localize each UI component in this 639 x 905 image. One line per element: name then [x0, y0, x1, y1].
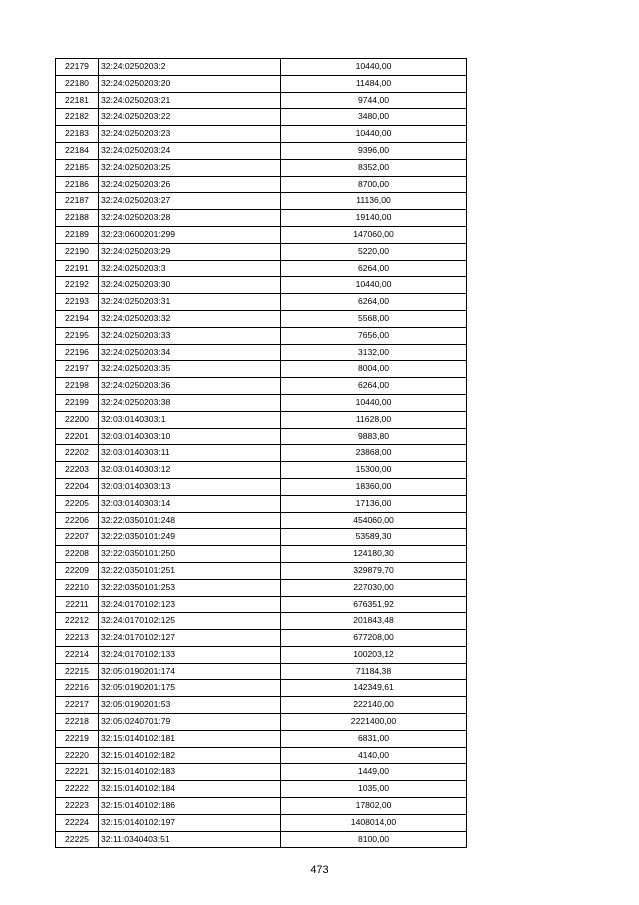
cadastral-number-cell: 32:24:0250203:35: [99, 361, 281, 378]
row-number-cell: 22184: [56, 142, 99, 159]
cadastral-value-cell: 6264,00: [281, 294, 467, 311]
table-row: [56, 126, 467, 143]
row-number-cell: 22211: [56, 596, 99, 613]
cadastral-number-cell: 32:24:0250203:32: [99, 310, 281, 327]
cadastral-value-cell: 7656,00: [281, 327, 467, 344]
cadastral-value-cell: 9744,00: [281, 92, 467, 109]
cadastral-number-cell: 32:23:0600201:299: [99, 226, 281, 243]
cadastral-value-cell: 5568,00: [281, 310, 467, 327]
cadastral-number-cell: 32:24:0250203:24: [99, 142, 281, 159]
cadastral-value-cell: 329879,70: [281, 562, 467, 579]
cadastral-number-cell: 32:24:0170102:125: [99, 613, 281, 630]
row-number-cell: 22180: [56, 75, 99, 92]
table-row: [56, 327, 467, 344]
cadastral-value-cell: 19140,00: [281, 210, 467, 227]
cadastral-number-cell: 32:03:0140303:13: [99, 478, 281, 495]
row-number-cell: 22216: [56, 680, 99, 697]
table-row: [56, 75, 467, 92]
table-row: [56, 613, 467, 630]
cadastral-number-cell: 32:22:0350101:250: [99, 546, 281, 563]
row-number-cell: 22179: [56, 59, 99, 76]
cadastral-value-table: [55, 58, 467, 848]
cadastral-number-cell: 32:15:0140102:184: [99, 781, 281, 798]
cadastral-number-cell: 32:24:0250203:22: [99, 109, 281, 126]
row-number-cell: 22182: [56, 109, 99, 126]
cadastral-value-cell: 9396,00: [281, 142, 467, 159]
table-row: [56, 680, 467, 697]
cadastral-value-cell: 8100,00: [281, 831, 467, 848]
cadastral-number-cell: 32:15:0140102:182: [99, 747, 281, 764]
row-number-cell: 22187: [56, 193, 99, 210]
cadastral-value-cell: 454060,00: [281, 512, 467, 529]
cadastral-value-cell: 677208,00: [281, 630, 467, 647]
table-row: [56, 579, 467, 596]
cadastral-value-cell: 10440,00: [281, 126, 467, 143]
table-row: [56, 260, 467, 277]
cadastral-value-cell: 18360,00: [281, 478, 467, 495]
cadastral-value-cell: 6831,00: [281, 730, 467, 747]
cadastral-value-cell: 1035,00: [281, 781, 467, 798]
cadastral-value-cell: 17802,00: [281, 798, 467, 815]
table-row: [56, 294, 467, 311]
row-number-cell: 22220: [56, 747, 99, 764]
cadastral-value-cell: 100203,12: [281, 646, 467, 663]
table-row: [56, 529, 467, 546]
cadastral-value-cell: 227030,00: [281, 579, 467, 596]
row-number-cell: 22201: [56, 428, 99, 445]
table-row: [56, 478, 467, 495]
cadastral-value-cell: 5220,00: [281, 243, 467, 260]
table-row: [56, 411, 467, 428]
cadastral-number-cell: 32:22:0350101:248: [99, 512, 281, 529]
cadastral-number-cell: 32:22:0350101:251: [99, 562, 281, 579]
row-number-cell: 22213: [56, 630, 99, 647]
cadastral-number-cell: 32:15:0140102:183: [99, 764, 281, 781]
table-row: [56, 714, 467, 731]
cadastral-value-cell: 222140,00: [281, 697, 467, 714]
table-row: [56, 798, 467, 815]
cadastral-value-cell: 1449,00: [281, 764, 467, 781]
cadastral-value-cell: 4140,00: [281, 747, 467, 764]
cadastral-number-cell: 32:24:0250203:20: [99, 75, 281, 92]
cadastral-value-cell: 676351,92: [281, 596, 467, 613]
cadastral-value-cell: 2221400,00: [281, 714, 467, 731]
cadastral-value-cell: 15300,00: [281, 462, 467, 479]
row-number-cell: 22190: [56, 243, 99, 260]
table-row: [56, 109, 467, 126]
cadastral-value-cell: 11136,00: [281, 193, 467, 210]
cadastral-number-cell: 32:15:0140102:181: [99, 730, 281, 747]
cadastral-value-cell: 3132,00: [281, 344, 467, 361]
cadastral-value-cell: 147060,00: [281, 226, 467, 243]
cadastral-value-cell: 8700,00: [281, 176, 467, 193]
table-row: [56, 831, 467, 848]
cadastral-value-cell: 71184,38: [281, 663, 467, 680]
row-number-cell: 22200: [56, 411, 99, 428]
cadastral-number-cell: 32:24:0250203:26: [99, 176, 281, 193]
row-number-cell: 22225: [56, 831, 99, 848]
table-row: [56, 781, 467, 798]
cadastral-number-cell: 32:15:0140102:197: [99, 814, 281, 831]
row-number-cell: 22197: [56, 361, 99, 378]
cadastral-number-cell: 32:24:0250203:2: [99, 59, 281, 76]
table-row: [56, 428, 467, 445]
cadastral-value-cell: 201843,48: [281, 613, 467, 630]
row-number-cell: 22224: [56, 814, 99, 831]
cadastral-number-cell: 32:24:0250203:21: [99, 92, 281, 109]
row-number-cell: 22192: [56, 277, 99, 294]
row-number-cell: 22208: [56, 546, 99, 563]
cadastral-number-cell: 32:24:0250203:28: [99, 210, 281, 227]
cadastral-number-cell: 32:11:0340403:51: [99, 831, 281, 848]
table-row: [56, 394, 467, 411]
table-row: [56, 226, 467, 243]
row-number-cell: 22203: [56, 462, 99, 479]
cadastral-number-cell: 32:05:0190201:175: [99, 680, 281, 697]
cadastral-number-cell: 32:03:0140303:10: [99, 428, 281, 445]
row-number-cell: 22195: [56, 327, 99, 344]
row-number-cell: 22207: [56, 529, 99, 546]
cadastral-value-cell: 1408014,00: [281, 814, 467, 831]
cadastral-value-cell: 53589,30: [281, 529, 467, 546]
row-number-cell: 22189: [56, 226, 99, 243]
table-row: [56, 596, 467, 613]
cadastral-number-cell: 32:03:0140303:14: [99, 495, 281, 512]
table-body: [56, 59, 467, 848]
table-row: [56, 512, 467, 529]
row-number-cell: 22218: [56, 714, 99, 731]
row-number-cell: 22196: [56, 344, 99, 361]
cadastral-number-cell: 32:24:0250203:30: [99, 277, 281, 294]
row-number-cell: 22219: [56, 730, 99, 747]
cadastral-number-cell: 32:24:0250203:27: [99, 193, 281, 210]
table-row: [56, 159, 467, 176]
row-number-cell: 22191: [56, 260, 99, 277]
table-row: [56, 562, 467, 579]
row-number-cell: 22183: [56, 126, 99, 143]
table-row: [56, 546, 467, 563]
row-number-cell: 22212: [56, 613, 99, 630]
cadastral-number-cell: 32:03:0140303:1: [99, 411, 281, 428]
cadastral-number-cell: 32:22:0350101:253: [99, 579, 281, 596]
cadastral-value-cell: 23868,00: [281, 445, 467, 462]
table-row: [56, 176, 467, 193]
table-row: [56, 663, 467, 680]
cadastral-number-cell: 32:05:0190201:53: [99, 697, 281, 714]
row-number-cell: 22210: [56, 579, 99, 596]
cadastral-value-cell: 3480,00: [281, 109, 467, 126]
row-number-cell: 22181: [56, 92, 99, 109]
cadastral-value-cell: 17136,00: [281, 495, 467, 512]
cadastral-number-cell: 32:24:0250203:33: [99, 327, 281, 344]
row-number-cell: 22198: [56, 378, 99, 395]
cadastral-value-cell: 8004,00: [281, 361, 467, 378]
row-number-cell: 22223: [56, 798, 99, 815]
cadastral-number-cell: 32:24:0170102:123: [99, 596, 281, 613]
table-row: [56, 378, 467, 395]
cadastral-number-cell: 32:03:0140303:11: [99, 445, 281, 462]
row-number-cell: 22209: [56, 562, 99, 579]
cadastral-number-cell: 32:24:0250203:38: [99, 394, 281, 411]
table-row: [56, 142, 467, 159]
row-number-cell: 22217: [56, 697, 99, 714]
table-row: [56, 344, 467, 361]
cadastral-value-cell: 6264,00: [281, 378, 467, 395]
cadastral-value-cell: 10440,00: [281, 59, 467, 76]
table-row: [56, 646, 467, 663]
table-row: [56, 59, 467, 76]
row-number-cell: 22221: [56, 764, 99, 781]
row-number-cell: 22205: [56, 495, 99, 512]
cadastral-value-cell: 8352,00: [281, 159, 467, 176]
cadastral-number-cell: 32:24:0250203:3: [99, 260, 281, 277]
cadastral-number-cell: 32:24:0250203:29: [99, 243, 281, 260]
cadastral-number-cell: 32:24:0170102:133: [99, 646, 281, 663]
table-row: [56, 764, 467, 781]
cadastral-number-cell: 32:05:0190201:174: [99, 663, 281, 680]
cadastral-number-cell: 32:22:0350101:249: [99, 529, 281, 546]
page-number: 473: [310, 864, 329, 876]
table-row: [56, 210, 467, 227]
table-row: [56, 630, 467, 647]
table-row: [56, 277, 467, 294]
cadastral-number-cell: 32:24:0170102:127: [99, 630, 281, 647]
table-row: [56, 697, 467, 714]
cadastral-value-cell: 11628,00: [281, 411, 467, 428]
table-row: [56, 92, 467, 109]
table-row: [56, 814, 467, 831]
cadastral-value-cell: 10440,00: [281, 394, 467, 411]
table-row: [56, 361, 467, 378]
table-row: [56, 462, 467, 479]
cadastral-value-cell: 6264,00: [281, 260, 467, 277]
cadastral-value-cell: 124180,30: [281, 546, 467, 563]
row-number-cell: 22204: [56, 478, 99, 495]
row-number-cell: 22202: [56, 445, 99, 462]
cadastral-number-cell: 32:05:0240701:79: [99, 714, 281, 731]
table-row: [56, 730, 467, 747]
cadastral-number-cell: 32:24:0250203:23: [99, 126, 281, 143]
row-number-cell: 22206: [56, 512, 99, 529]
table-row: [56, 310, 467, 327]
cadastral-number-cell: 32:24:0250203:31: [99, 294, 281, 311]
cadastral-value-cell: 142349,61: [281, 680, 467, 697]
row-number-cell: 22222: [56, 781, 99, 798]
table-row: [56, 747, 467, 764]
row-number-cell: 22194: [56, 310, 99, 327]
table-row: [56, 445, 467, 462]
table-row: [56, 193, 467, 210]
row-number-cell: 22215: [56, 663, 99, 680]
cadastral-value-cell: 9883,80: [281, 428, 467, 445]
table-row: [56, 243, 467, 260]
row-number-cell: 22193: [56, 294, 99, 311]
cadastral-number-cell: 32:24:0250203:25: [99, 159, 281, 176]
cadastral-value-cell: 10440,00: [281, 277, 467, 294]
table-row: [56, 495, 467, 512]
row-number-cell: 22199: [56, 394, 99, 411]
row-number-cell: 22186: [56, 176, 99, 193]
row-number-cell: 22185: [56, 159, 99, 176]
row-number-cell: 22214: [56, 646, 99, 663]
cadastral-number-cell: 32:24:0250203:34: [99, 344, 281, 361]
cadastral-number-cell: 32:15:0140102:186: [99, 798, 281, 815]
cadastral-number-cell: 32:24:0250203:36: [99, 378, 281, 395]
row-number-cell: 22188: [56, 210, 99, 227]
cadastral-number-cell: 32:03:0140303:12: [99, 462, 281, 479]
cadastral-value-cell: 11484,00: [281, 75, 467, 92]
